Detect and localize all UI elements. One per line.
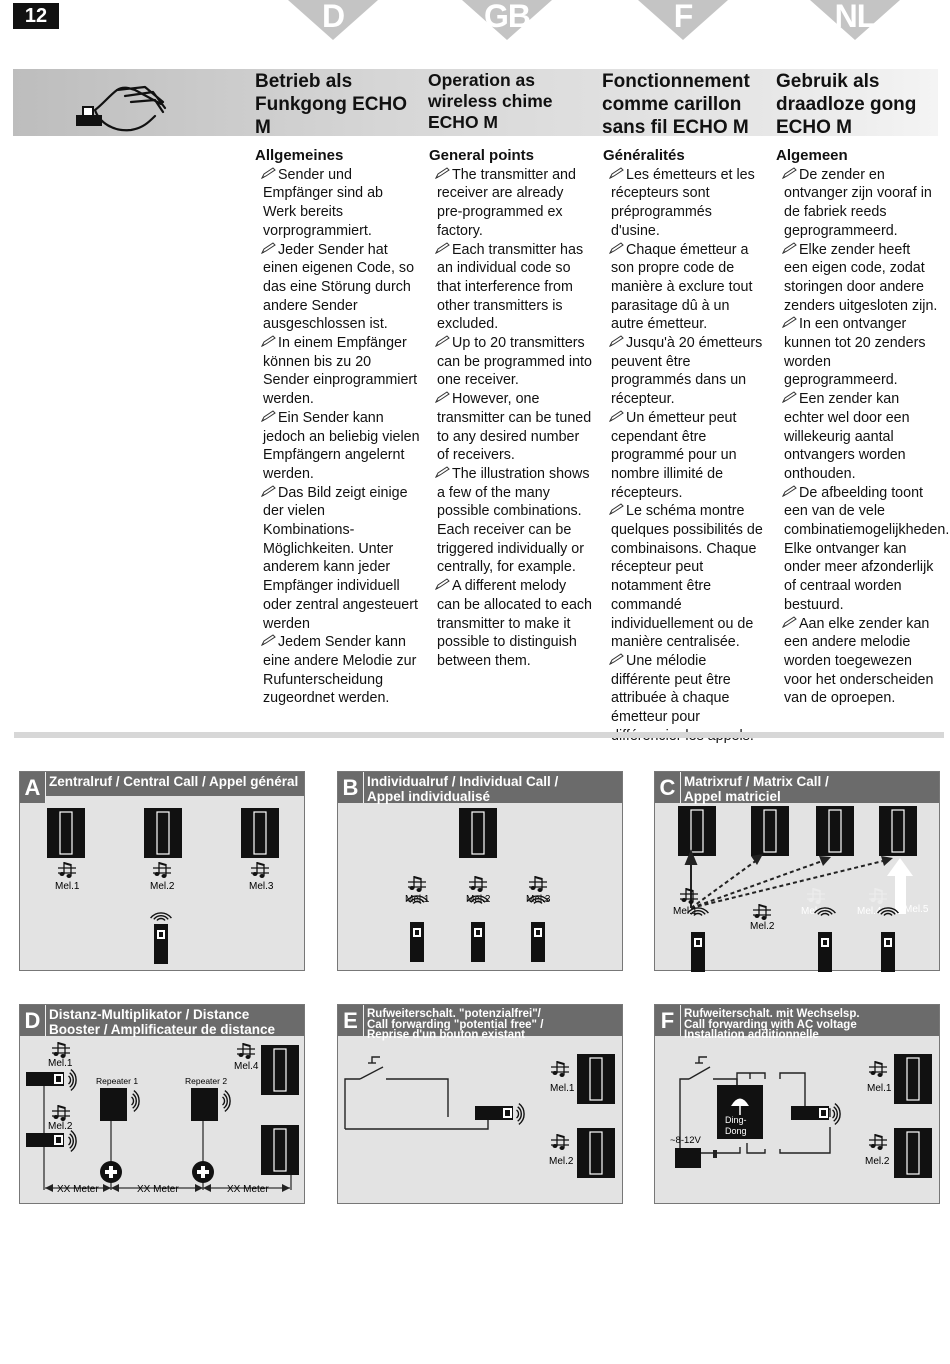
list-item: In een ontvanger kunnen tot 20 zenders worden geprogrammeerd.: [784, 316, 926, 389]
list-item: However, one transmitter can be tuned to any desired number of receivers.: [437, 391, 592, 464]
list-item: The illustration shows a few of the many possible combinations. Each receiver can be triggered individually or centrally, for example.: [437, 465, 590, 576]
distance-label: XX Meter: [227, 1184, 269, 1195]
diagram-a: [20, 772, 306, 972]
panel-title: Zentralruf / Central Call / Appel général: [49, 774, 299, 789]
list-item: Jusqu'à 20 émetteurs peuvent être programmés dans un récepteur.: [611, 335, 763, 408]
radio-waves-icon: [69, 1131, 77, 1152]
receiver-icon: [459, 808, 497, 858]
pencil-icon: [436, 166, 452, 178]
list-item: Sender und Empfänger sind ab Werk bereits vorprogrammiert.: [263, 166, 384, 239]
pencil-icon: [436, 390, 452, 402]
radio-waves-icon: [517, 1104, 525, 1125]
panel-c-matrix-call: [654, 771, 940, 971]
distance-label: XX Meter: [137, 1184, 179, 1195]
panel-d-distance-booster: [19, 1004, 305, 1204]
list-item: De zender en ontvanger zijn vooraf in de fabriek reeds geprogrammeerd.: [784, 166, 932, 239]
pencil-icon: [783, 615, 799, 627]
panel-letter: D: [20, 1005, 46, 1036]
panel-letter: C: [655, 772, 681, 803]
panel-letter: B: [338, 772, 364, 803]
pencil-icon: [610, 502, 626, 514]
list-item: De afbeelding toont een van de vele combinatiemogelijkheden. Elke ontvanger kan onder meer afzonderlijk of centraal worden bestuurd.: [784, 484, 950, 613]
radio-waves-icon: [132, 1091, 140, 1112]
receiver-icon: [261, 1045, 299, 1095]
transmitter-icon: [475, 1106, 513, 1120]
melody-label: Mel.1: [405, 894, 430, 905]
list-item: Une mélodie différente peut être attribuée à chaque émetteur pour: [611, 652, 731, 726]
list-item: Un émetteur peut cependant être programmé pour un nombre illimité de récepteurs.: [611, 409, 737, 501]
panel-letter: E: [338, 1005, 364, 1036]
receiver-icon: [894, 1128, 932, 1178]
panel-title: Distanz-Multiplikator / Distance Booster / Amplificateur de distance: [49, 1007, 276, 1037]
transmitter-icon: [154, 924, 168, 964]
panel-title: Rufweiterschalt. mit Wechselsp. Call forwarding with AC voltage Installation additionnelle: [684, 1008, 860, 1041]
melody-label: Mel.2: [150, 881, 175, 892]
section-heading-nl: Algemeen: [776, 147, 848, 164]
melody-label: Mel.5: [904, 904, 929, 915]
melody-icon: [52, 1042, 70, 1058]
panel-letter: A: [20, 772, 46, 803]
melody-label: Mel.3: [801, 906, 826, 917]
column-f: [603, 147, 763, 746]
pencil-icon: [262, 633, 278, 645]
list-item: In einem Empfänger können bis zu 20 Sender einprogrammiert werden.: [263, 335, 418, 408]
receiver-icon: [577, 1054, 615, 1104]
melody-label: Mel.3: [526, 894, 551, 905]
radio-waves-icon: [223, 1091, 231, 1112]
column-nl: [776, 147, 950, 708]
receiver-icon: [47, 808, 85, 858]
list-item: Das Bild zeigt einige der vielen Kombinations-Möglichkeiten. Unter anderem kann jeder Empfänger individuell oder zentral angesteuert werden: [263, 484, 418, 632]
distance-label: XX Meter: [57, 1184, 99, 1195]
transmitter-icon: [691, 932, 705, 972]
list-item: Aan elke zender kan een andere melodie worden toegewezen voor het onderscheiden van de oproepen.: [784, 615, 934, 707]
panel-letter: F: [655, 1005, 681, 1036]
repeater-label: Repeater 1: [96, 1076, 139, 1086]
column-d: [255, 147, 420, 708]
melody-icon: [680, 888, 698, 904]
melody-icon: [237, 1043, 255, 1059]
melody-icon: [251, 862, 269, 878]
receiver-icon: [577, 1128, 615, 1178]
melody-icon: [869, 888, 887, 904]
ding-dong-label: Dong: [725, 1126, 747, 1136]
melody-label: Mel.2: [48, 1121, 73, 1132]
panel-a-central-call: [19, 771, 305, 971]
plus-icon: [100, 1161, 122, 1183]
pencil-icon: [610, 409, 626, 421]
panel-title: Individualruf / Individual Call / Appel individualisé: [367, 774, 559, 804]
melody-icon: [58, 862, 76, 878]
melody-icon: [551, 1061, 569, 1077]
pencil-icon: [783, 390, 799, 402]
melody-label: Mel.1: [55, 881, 80, 892]
melody-icon: [529, 876, 547, 892]
list-item: Jedem Sender kann eine andere Melodie zur Rufunterscheidung zugeordnet werden.: [263, 634, 417, 707]
receiver-icon: [144, 808, 182, 858]
radio-waves-icon: [833, 1104, 841, 1125]
panel-f-call-forwarding-ac: [654, 1004, 940, 1204]
melody-icon: [753, 904, 771, 920]
lang-label-f: F: [673, 0, 693, 34]
title-d: Betrieb als Funkgong ECHO M: [255, 71, 407, 138]
melody-icon: [469, 876, 487, 892]
pencil-icon: [783, 166, 799, 178]
list-item: A different melody can be allocated to each transmitter to make it possible to distinguish between them.: [437, 578, 592, 669]
receiver-icon: [879, 806, 917, 856]
pencil-icon: [436, 465, 452, 477]
pencil-icon: [610, 652, 626, 664]
arrows: [686, 852, 893, 908]
pencil-icon: [783, 241, 799, 253]
list-item: Each transmitter has an individual code so that interference from other transmitters is excluded.: [437, 241, 584, 333]
melody-label: Mel.1: [48, 1058, 73, 1069]
list-item: Jeder Sender hat einen eigenen Code, so das eine Störung durch andere Sender ausgeschlossen ist.: [263, 241, 415, 333]
ding-dong-label: Ding-: [725, 1115, 747, 1125]
list-item: Les émetteurs et les récepteurs sont préprogrammés d'usine.: [611, 166, 755, 239]
lang-tab-f: [638, 0, 728, 40]
panel-b-individual-call: [337, 771, 623, 971]
melody-icon: [52, 1105, 70, 1121]
lang-tab-d: [288, 0, 378, 40]
plus-icon: [192, 1161, 214, 1183]
pencil-icon: [436, 241, 452, 253]
pencil-icon: [610, 334, 626, 346]
melody-icon: [869, 1061, 887, 1077]
pencil-icon: [783, 315, 799, 327]
radio-waves-icon: [69, 1070, 77, 1091]
page-number: 12: [13, 3, 59, 29]
receiver-icon: [894, 1054, 932, 1104]
melody-label: Mel.2: [865, 1156, 890, 1167]
transmitter-icon: [881, 932, 895, 972]
voltage-label: ~8-12V: [670, 1135, 701, 1146]
receiver-icon: [678, 806, 716, 856]
receiver-icon: [241, 808, 279, 858]
melody-label: Mel.1: [673, 906, 698, 917]
section-heading-f: Généralités: [603, 147, 685, 164]
lang-label-nl: NL: [834, 0, 876, 34]
list-item: Chaque émetteur a son propre code de manière à exclure tout parasitage dû à un autre émetteur.: [611, 241, 753, 333]
panel-title: Rufweiterschalt. "potenzialfrei"/ Call forwarding "potential free" / Reprise d'un bouton existant: [367, 1008, 544, 1041]
section-divider: [14, 732, 944, 738]
melody-label: Mel.2: [549, 1156, 574, 1167]
melody-label: Mel.2: [466, 894, 491, 905]
radio-waves-icon: [151, 913, 172, 921]
list-item: Ein Sender kann jedoch an beliebig vielen Empfängern angelernt werden.: [263, 409, 420, 482]
pencil-icon: [436, 334, 452, 346]
lang-label-d: D: [321, 0, 345, 34]
pencil-icon: [262, 241, 278, 253]
section-heading-d: Allgemeines: [255, 147, 344, 164]
transmitter-icon: [531, 922, 545, 962]
hand-press-icon: [73, 82, 168, 134]
melody-icon: [153, 862, 171, 878]
melody-label: Mel.3: [249, 881, 274, 892]
lang-label-gb: GB: [484, 0, 530, 34]
pencil-icon: [783, 484, 799, 496]
pencil-icon: [610, 241, 626, 253]
pencil-icon: [262, 166, 278, 178]
transformer: [675, 1148, 701, 1168]
transmitter-icon: [818, 932, 832, 972]
melody-label: Mel.1: [867, 1083, 892, 1094]
pencil-icon: [610, 166, 626, 178]
melody-icon: [408, 876, 426, 892]
panel-e-call-forwarding-potential-free: [337, 1004, 623, 1204]
transmitter-icon: [26, 1072, 64, 1086]
title-nl: Gebruik als draadloze gong ECHO M: [776, 71, 917, 138]
panel-title: Matrixruf / Matrix Call / Appel matriciel: [684, 774, 829, 804]
pencil-icon: [262, 484, 278, 496]
list-item: The transmitter and receiver are already pre-programmed ex factory.: [437, 166, 576, 239]
lang-tab-nl: [810, 0, 900, 40]
pencil-icon: [262, 409, 278, 421]
transmitter-icon: [26, 1133, 64, 1147]
repeater-label: Repeater 2: [185, 1076, 228, 1086]
repeater-2: [191, 1088, 218, 1121]
melody-label: Mel.2: [750, 921, 775, 932]
title-f: Fonctionnement comme carillon sans fil ECHO M: [602, 71, 750, 138]
receiver-icon: [261, 1125, 299, 1175]
title-gb: Operation as wireless chime ECHO M: [428, 70, 553, 132]
lang-tab-gb: [462, 0, 552, 40]
receiver-icon: [751, 806, 789, 856]
pencil-icon: [262, 334, 278, 346]
transmitter-icon: [791, 1106, 829, 1120]
receiver-icon: [816, 806, 854, 856]
section-heading-gb: General points: [429, 147, 535, 164]
list-item: Le schéma montre quelques possibilités de combinaisons. Chaque récepteur peut notamment être commandé individuellement ou de manière centralisée.: [611, 503, 763, 651]
melody-icon: [807, 888, 825, 904]
list-item: Een zender kan echter wel door een willekeurig aantal ontvangers worden onthouden.: [784, 391, 910, 482]
melody-icon: [869, 1134, 887, 1150]
list-item: Elke zender heeft een eigen code, zodat storingen door andere zenders uitgesloten zijn.: [784, 241, 938, 314]
transmitter-icon: [471, 922, 485, 962]
column-gb: [429, 147, 592, 671]
melody-icon: [551, 1134, 569, 1150]
melody-label: Mel.1: [550, 1083, 575, 1094]
melody-label: Mel.4: [234, 1061, 259, 1072]
pencil-icon: [436, 577, 452, 589]
melody-label: Mel.4: [857, 906, 882, 917]
repeater-1: [100, 1088, 127, 1121]
list-item: Up to 20 transmitters can be programmed into one receiver.: [437, 335, 592, 389]
transmitter-icon: [410, 922, 424, 962]
